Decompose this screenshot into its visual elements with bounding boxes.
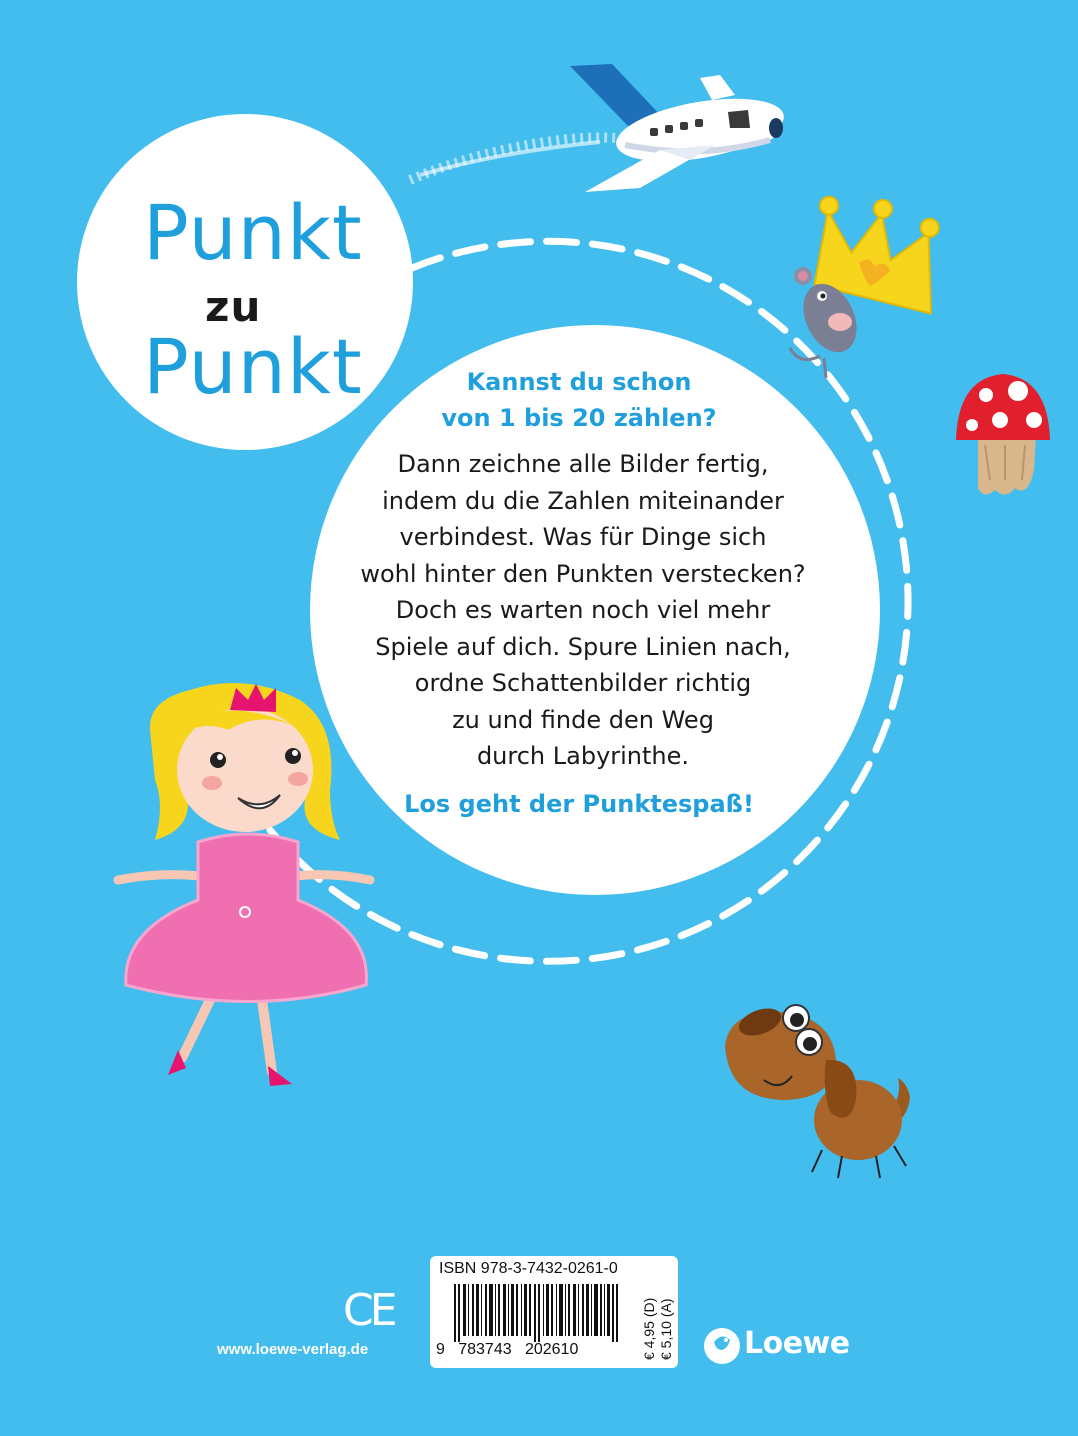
ce-mark: CE xyxy=(343,1285,394,1336)
description-line: verbindest. Was für Dinge sich xyxy=(399,523,767,551)
website-url[interactable]: www.loewe-verlag.de xyxy=(217,1341,369,1358)
title-line-1: Punkt xyxy=(143,188,363,277)
price-germany: € 4,95 (D) xyxy=(641,1297,657,1360)
title-line-2: zu xyxy=(205,282,262,331)
description-line: ordne Schattenbilder richtig xyxy=(414,669,752,697)
isbn-text: ISBN 978-3-7432-0261-0 xyxy=(439,1260,618,1277)
description-text xyxy=(325,446,841,775)
price-austria: € 5,10 (A) xyxy=(658,1298,674,1360)
barcode-digits: 9 783743 202610 xyxy=(436,1341,579,1358)
lion-icon xyxy=(700,1318,744,1374)
description-line: Spiele auf dich. Spure Linien nach, xyxy=(375,632,791,661)
question-line-2: von 1 bis 20 zählen? xyxy=(441,404,717,432)
question-text xyxy=(365,364,793,436)
publisher-name: Loewe xyxy=(744,1326,850,1361)
question-line-1: Kannst du schon xyxy=(466,368,692,396)
description-line: indem du die Zahlen miteinander xyxy=(382,486,784,515)
barcode-label xyxy=(430,1256,678,1368)
closing-text: Los geht der Punktespaß! xyxy=(404,790,754,818)
title-line-3: Punkt xyxy=(143,322,363,411)
description-line: Doch es warten noch viel mehr xyxy=(395,596,771,624)
barcode-bars xyxy=(454,1284,634,1342)
publisher-logo xyxy=(700,1318,870,1374)
description-line: zu und finde den Weg xyxy=(452,705,714,734)
description-line: wohl hinter den Punkten verstecken? xyxy=(360,559,806,588)
description-line: durch Labyrinthe. xyxy=(476,742,690,770)
description-line: Dann zeichne alle Bilder fertig, xyxy=(397,450,769,478)
